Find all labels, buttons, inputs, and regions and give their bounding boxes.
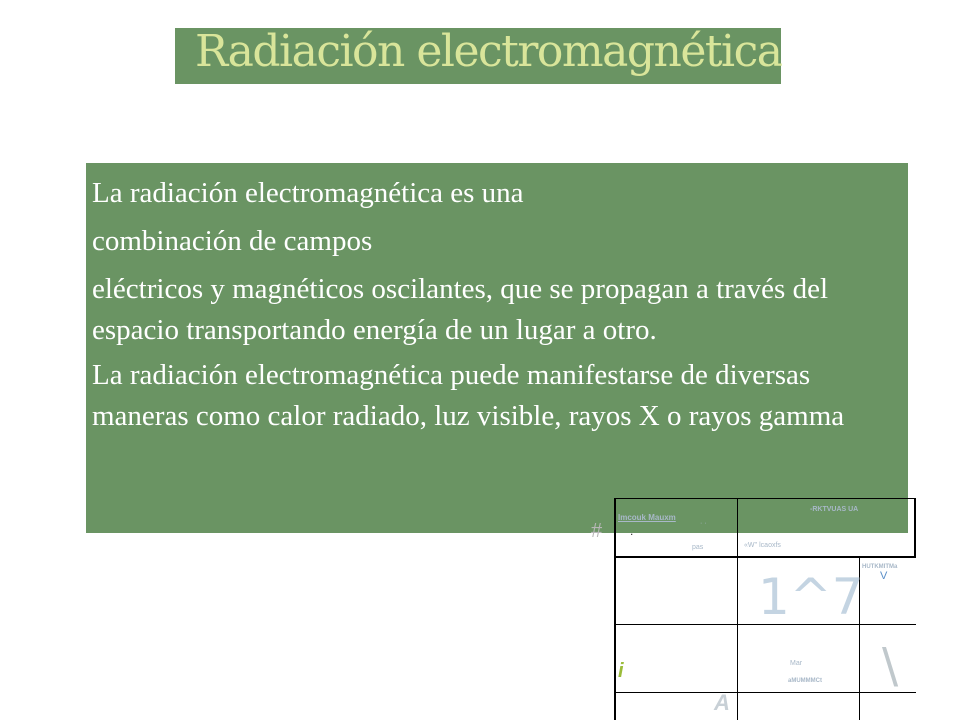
title-banner (175, 28, 781, 84)
grid-line-row-1 (614, 556, 916, 558)
content-panel (86, 163, 908, 533)
grid-line-top (614, 498, 916, 499)
mid-small-label-1: Mar (790, 660, 803, 667)
left-i-label: i (618, 660, 624, 682)
grid-line-vertical-far (914, 498, 916, 558)
bottom-a-label: A (714, 690, 730, 715)
cell-header-right-sub: «W'' lcaoxfs (744, 542, 781, 549)
cell-header-left-dots: · · (700, 520, 707, 527)
slide-title: Radiación electromagnética (195, 26, 782, 77)
cell-header-left: lmcouk Mauxm (618, 513, 676, 522)
cell-header-left-mark: . (630, 524, 634, 538)
cell-header-left-sub: pas (692, 544, 704, 551)
content-text (92, 169, 904, 437)
big-number-label: 1^7 (758, 568, 864, 626)
right-small-label: HUTKMITMa (862, 564, 898, 570)
mid-small-label-2: aMUMMMCt (788, 678, 822, 684)
paragraph-2: combinación de campos (92, 225, 373, 257)
grid-line-vertical-left (614, 498, 616, 720)
paragraph-3: eléctricos y magnéticos oscilantes, que se propagan a través del espacio transportando energía de un lugar a otro. (92, 273, 829, 346)
paragraph-1: La radiación electromagnética es una (92, 177, 524, 209)
right-v-label: V (880, 570, 888, 582)
paragraph-4: La radiación electromagnética puede manifestarse de diversas maneras como calor radiado, luz visible, rayos X o rayos gamma (92, 359, 845, 432)
grid-line-row-3 (614, 692, 916, 693)
grid-line-vertical-mid (737, 498, 738, 720)
cell-header-right: -RKTVUAS UA (810, 506, 859, 513)
table-fragment (614, 498, 916, 720)
backslash-mark: \ (882, 638, 899, 694)
stray-hash-mark: # (591, 520, 603, 542)
